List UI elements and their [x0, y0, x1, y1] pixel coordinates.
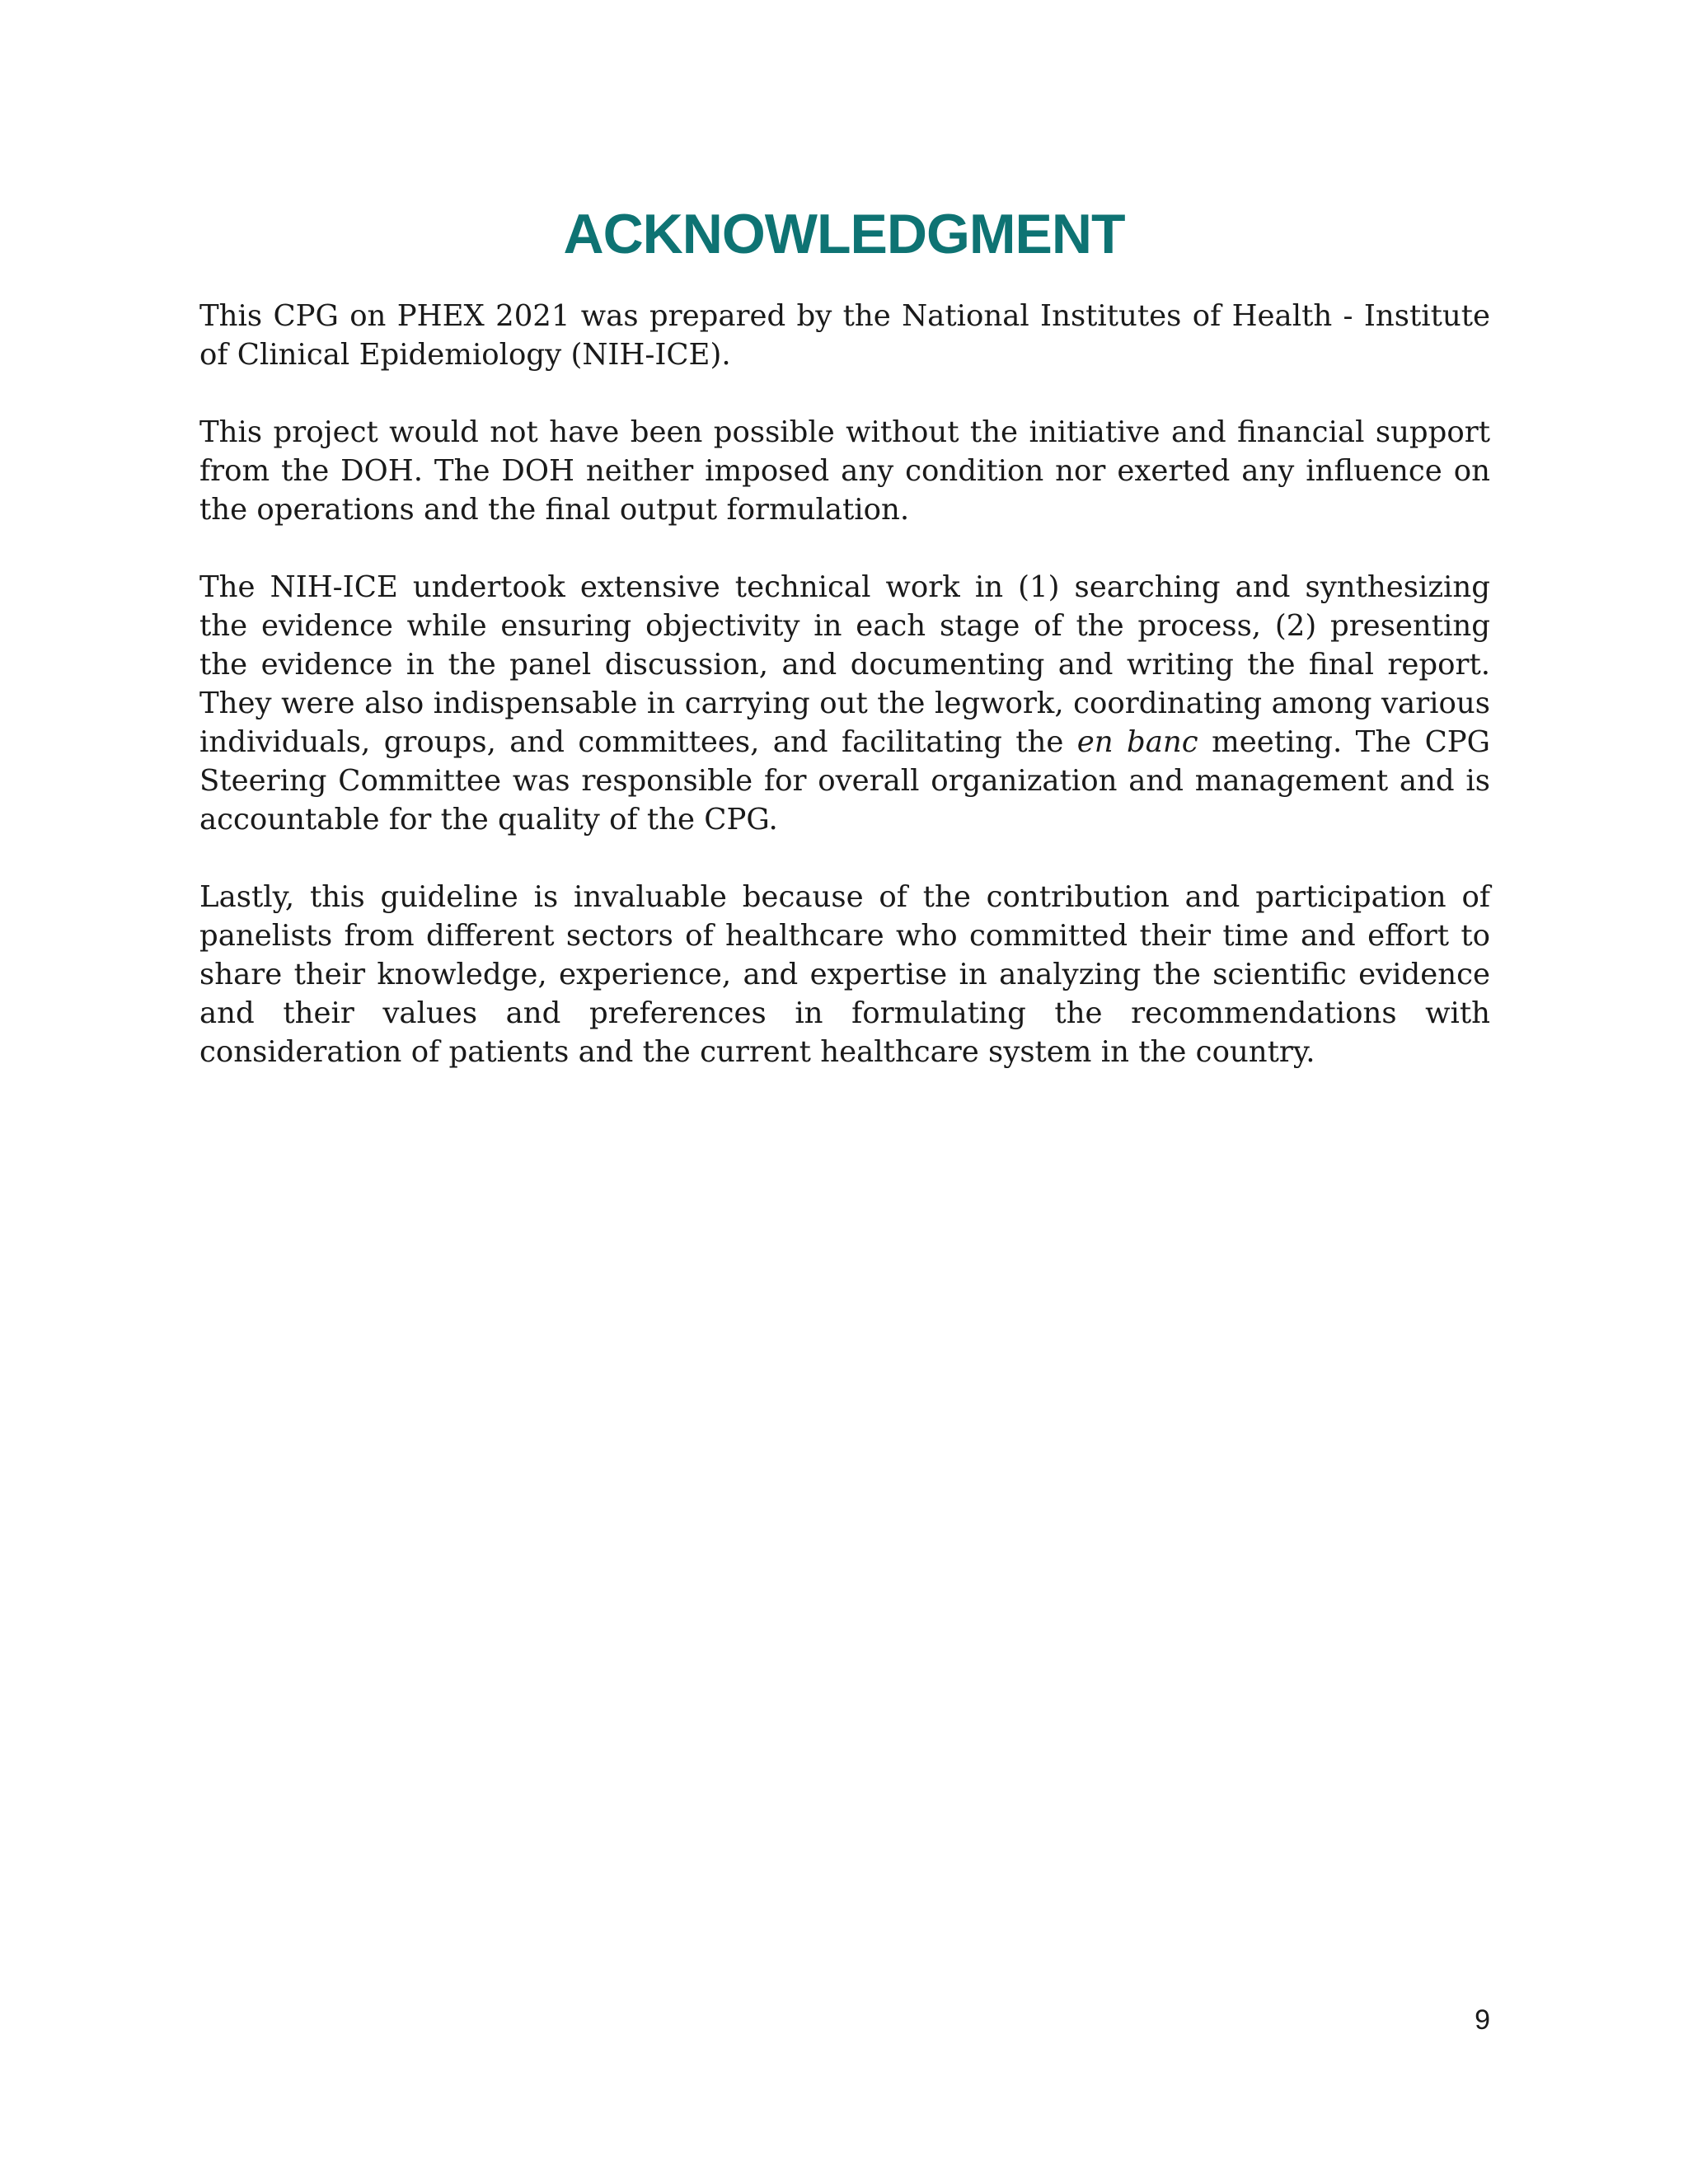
paragraph-technical-work	[199, 568, 1490, 839]
paragraph-text-before: The NIH-ICE undertook extensive technical work in (1) searching and synthesizing the evidence while ensuring objectivity in each stage of the process, (2) presenting the evidence in the panel discussion, and documenting and writing the final report. They were also indispensable in carrying out the legwork, coordinating among various individuals, groups, and committees, and facilitating the	[199, 570, 1490, 759]
paragraph-prepared-by: This CPG on PHEX 2021 was prepared by the National Institutes of Health - Institute of Clinical Epidemiology (NIH-ICE).	[199, 299, 1490, 372]
paragraph-funding: This project would not have been possible without the initiative and financial support from the DOH. The DOH neither imposed any condition nor exerted any influence on the operations and the final output formulation.	[199, 415, 1490, 527]
page-title: ACKNOWLEDGMENT	[563, 203, 1125, 265]
body-text	[199, 297, 1490, 1110]
paragraph-panelists: Lastly, this guideline is invaluable because of the contribution and participation of panelists from different sectors of healthcare who committed their time and effort to share their knowledge, experience, and expertise in analyzing the scientific evidence and their values and preferences in formulating the recommendations with consideration of patients and the current healthcare system in the country.	[199, 880, 1490, 1069]
page-number: 9	[1475, 2004, 1490, 2036]
italic-term: en banc	[1076, 725, 1198, 759]
paragraph-text-after: meeting. The CPG Steering Committee was responsible for overall organization and management and is accountable for the quality of the CPG.	[199, 725, 1490, 837]
